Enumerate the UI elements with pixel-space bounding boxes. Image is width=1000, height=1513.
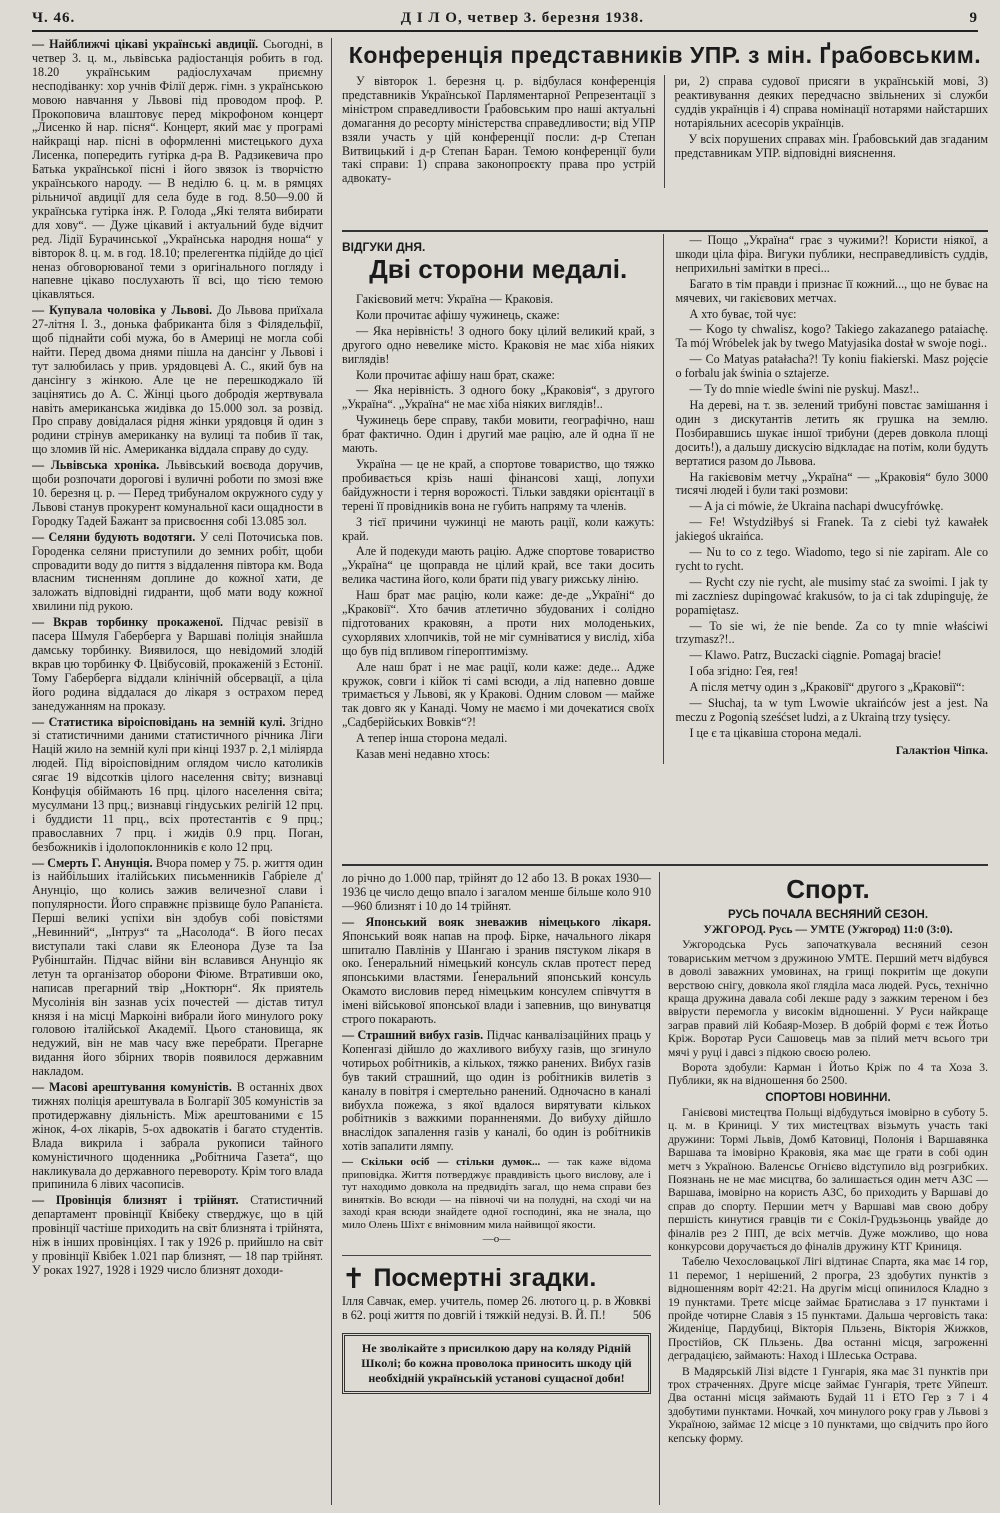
school-notice: Не зволікайте з присилкою дару на коляду Рідній Школі; бо кожна проволока приносить шкоду цій необхідній українській установі сущасної доби!	[342, 1333, 651, 1394]
sport-section	[668, 872, 988, 1505]
vidguky-para: — Пощо „Україна“ грає з чужими?! Користи ніякої, а шкоди ціла фіра. Вигуки публики, несправедливість суддів, неприхильні замітки в пресі...	[675, 234, 988, 275]
sport-subtitle: РУСЬ ПОЧАЛА ВЕСНЯНИЙ СЕЗОН.	[727, 909, 929, 921]
sport-para: Ужгородська Русь започаткувала весняний сезон товариським метчом з дружиною УМТЕ. Перший метч відбувся в доволі заважних умовинах, на грищі покритім ще докупи верствою снігу, довкола якої гляділа маса людей. Русь, технічно краща дружина давала собі лекше раду з зажким тереном і без ввірусти перемогла у високім відношенні. У Руси найкраще заграв правий лій Кобаяр-Мозер. В добрій формі є теж Йотьо Кріж. Воротар Руси Сашовець мав за пілий метч всього три мячі у руці і давсі з підкою своєю ролею.	[668, 938, 988, 1059]
vidguky-para: — A ja ci mówie, że Ukraina nachapi dwucyfrówkę.	[689, 499, 944, 514]
vidguky-para: Але й подекуди мають рацію. Адже спортове товариство „Україна“ це щоправда не цілий край, все таки досить велика частина його, коли брати під увагу рижську лінію.	[342, 544, 655, 587]
news-item: ло річно до 1.000 пар, трійнят до 12 або 13. В роках 1930—1936 це число дещо впало і загалом менше більше коло 910—960 близнят і 10 до 14 трійнят.	[342, 872, 651, 913]
news-item: — Статистика віроісповідань на земній кулі. Згідно зі статистичними даними статистичного річника Ліги Націй жило на земній кулі при кінці 1937 р. 2,1 міліярда людей. Під віроісповідним оглядом число католиків сягає 19 відсотків цілого населення світу; визнавці Конфуція обіймають 16 прц. цілого населення світа; мусулмани 13 прц.; визнавці гіндуських релігій 12 прц. і буддисти 11 прц., всіх протестантів є 9 прц.; православних 7 прц. і жидів 0.9 прц. Поган, безбожників і ідолопоклонників є коло 12 прц.	[32, 714, 323, 854]
vidguky-para: — Яка нерівність. З одного боку „Краковія“, з другого „Україна“. „Україна“ не має хіба ніяких виглядів!..	[342, 383, 655, 412]
obituary-title: Посмертні згадки.	[373, 1264, 597, 1293]
news-item: — Львівська хроніка. Львівський воєвода доручив, щоби розпочати дорогові і вуличні роботи по змозі вже 10. березня ц. р. — Перед трибуналом окружного суду у Львові станув прокурент комунальної каси ощадности в Городку Тадей Бажант за присвоєння собі 13.085 зол.	[32, 458, 323, 528]
cross-icon: ✝	[342, 1263, 366, 1295]
sport-para: Табелю Чехословацької Лігі відтинає Спарта, яка має 14 гор, 11 перемог, 1 нерішений, 2 програ, 23 здобутих пунктів з відношенням воріт 42:21. На другім місці опинилося Кладно з 19 пунктами. Третє місце займає Братислава з 17 пунктами і пройде чотирне Славія з 15 пунктами. Дальша черговість така: Жиденіце, Пардубиці, Вікторія Пльзень, Вікторія Жижков, Простійов, СК Пльзень. Два останні місця, загроженні деградацією, займають: Наход і Шлеська Острава.	[668, 1255, 988, 1363]
page-header	[32, 10, 978, 32]
vidguky-para: Чужинець бере справу, такби мовити, географічно, наш брат фактично. Один і другий мае рацію, але й одна її не мають.	[342, 413, 655, 456]
news-item: — Селяни будують водотяги. У селі Поточиська пов. Городенка селяни приступили до земних робіт, щоби спровадити воду до пиття з віддалення півтора км. Вода власним тисненням доплине до кожної хати, де заложать відповідні гидранти, щоб мати воду кожної хвилини під рукою.	[32, 529, 323, 614]
news-item: — Найближчі цікаві українські авдиції. Сьогодні, в четвер 3. ц. м., львівська радіостанція робить в год. 18.20 українським радіослухачам приємну несподіванку: хор учнів Філії держ. гімн. з українською мовою навчання у Львові під проводом проф. Р. Прокоповича влаштовує перед мікрофоном концерт „Лисенко й нар. пісня“. Концерт, який має у програмі найкращі нар. пісні в оформленні мистецького духа Лисенка, попередить гутірка д-ра В. Радзикевича про Батька української пісні і його звязок із творчістю українського народу. — В неділю 6. ц. м. в рямцях рільничої авдиції для села буде в год. 8.50—9.00 й українська гутірка інж. Р. Голода „Які телята вибирати для хову“. — Дуже цікавий і актуальний буде відчит ред. Лідії Бурачинської „Українська народня ноша“ у вівторок 8. ц. м. в год. 18.10; прелегентка підійде до цієї неназ обговорюваної теми з оригінального погляду і напевне цікаво послухають її всі, що тією темою цікавляться.	[32, 38, 323, 302]
vidguky-para: Багато в тім правди і признає її кожний..., що не буває на мячевих, чи гакієвових метчах.	[675, 276, 988, 305]
sport-title: Спорт.	[786, 874, 870, 904]
page-number: 9	[969, 10, 978, 26]
center-area	[342, 38, 988, 1505]
vidguky-para: На дереві, на т. зв. зелений трибуні повстає замішання і один з дискутантів летить як грушка на землю. Позбиравшись шукає іншої трибуни (дерев довкола площі досить!), а дальшу дискусію відкладає на потім, коли будуть вертатися разом до Львова.	[675, 397, 988, 468]
vidguky-rubric: ВІДГУКИ ДНЯ.	[342, 240, 426, 254]
conference-text: У вівторок 1. березня ц. р. відбулася конференція представників Української Парляментарної Репрезентації з міністром справедливости Ґрабовським про наші актуальні домагання до ресорту міністерства справедливости; від УПР взяли участь у цій конференції посли: д-р Степан Витвицький і д-р Степан Баран. Темою конференції були такі справи: 1) справа законопроєкту права про устрій адвокату-	[342, 74, 656, 186]
vidguky-para: І це є та цікавіша сторона медалі.	[689, 725, 862, 740]
obituary-text: Ілля Савчак, емер. учитель, помер 26. лютого ц. р. в Жовкві в 62. році життя по довгій і тяжкій недузі. В. Й. П.! 506	[342, 1294, 651, 1323]
vidguky-para: Коли прочитає афішу чужинець, скаже:	[356, 307, 560, 322]
news-item: — Скільки осіб — стільки думок... — так каже відома приповідка. Життя потверджує правдивість цього вислову, але і тут находимо довкола на предвидіть загал, що нема справи без винятків. Во всюди — на півночі чи на полудні, на сході чи на заході края всюди знайдете одної господині, яка не знала, що мило Олень Шіхт є внімовним мила найвищої якости.	[342, 1156, 651, 1231]
vidguky-para: З тієї причини чужинці не мають рації, коли кажуть: край.	[342, 514, 655, 543]
vidguky-para: Казав мені недавно хтось:	[356, 747, 490, 762]
vidguky-para: — To sie wi, że nie bende. Za co ty mnie właściwi trzymasz?!..	[675, 618, 988, 647]
vidguky-para: — Kogo ty chwalisz, kogo? Takiego zakazanego pataiachę. Ta mój Wróbelek jak by twego Matyjasika dostał w swoje nogi..	[675, 322, 988, 351]
separator: —о—	[482, 1233, 511, 1246]
news-item: — Масові арештування комуністів. В останніх двох тижнях поліція арештувала в Болгарії 305 комуністів за протидержавну діяльність. Між арештованими є 15 жінок, 4-ох лікарів, 5-ох адвокатів і багато студентів. Влада викрила і забрала рукописи тайного комуністичного щоденника „Робітнича Газета“, що накликувала до державного перевороту. Крім того влада припинила 6 лівих часописів.	[32, 1080, 323, 1192]
news-item: — Провінція близнят і трійнят. Статистичний департамент провінції Квібеку стверджує, що в цій провінції частіше приходить на світ близнята і трійнята, ніж в інших провінціях. І так у 1926 р. прийшло на світ у провінції Квібек 1.021 пар близнят, — 18 пар трійнят. У роках 1927, 1928 і 1929 число близнят доходи-	[32, 1193, 323, 1277]
vidguky-para: — Rycht czy nie rycht, ale musimy stać za swoimi. I jak ty mi zaczniesz dupingować krakusów, to ja ci tak zdupinguję, że popamiętasz.	[675, 574, 988, 617]
vidguky-para: Україна — це не край, а спортове товариство, що тяжко пробивається крізь наші фінансові хащі, лопухи байдужности і терня ворожості. Тільки завдяки орієнтації в терені її провідників вона не губить напряму та членів.	[342, 456, 655, 513]
vidguky-para: — Klawo. Patrz, Buczacki ciągnie. Pomagaj bracie!	[689, 648, 942, 663]
vidguky-article	[342, 234, 988, 866]
news-item: — Японський вояк зневажив німецького лікаря. Японський вояк напав на проф. Бірке, начального лікаря шпиталю Павлінів у Шангаю і зранив пястуком лікаря в око. Ґенеральний німецький консуль склав протест перед японськими властями. Ґенеральний японський консуль Окамото висловив перед німецьким консулем співчуття в імені військової японської влади і запевнив, що винуватця строго покарають.	[342, 914, 651, 1027]
match-result: УЖГОРОД. Русь — УМТЕ (Ужгород) 11:0 (3:0).	[703, 923, 953, 936]
vidguky-para: Наш брат має рацію, коли каже: де-де „Україні“ до „Краковії“. Хто бачив атлетично збудованих і солідно підготованих краковян, а проти них молоденьких, сухорлявих хлопчиків, той не міг сумніватися у вислід, хіба що був під впливом гіпероптимізму.	[342, 588, 655, 658]
vidguky-para: Гакієвовий метч: Україна — Краковія.	[356, 292, 554, 306]
vidguky-para: Але наш брат і не має рації, коли каже: деде... Адже кружок, совги і кійок ті самі всюди, а лід напевно довше тримається у Львові, як у Кракові. Одним словом — майже так довго як у Канаді. Чому не маємо і ми дочекатися своїх „Садберійських Вовків“?!	[342, 659, 655, 730]
sport-para: Ганієвові мистецтва Польщі відбудуться імовірно в суботу 5. ц. м. в Криниці. У тих мистецтвах візьмуть участь такі дружини: Тормі Львів, Домб Катовиці, Полонія і Варшавянка Варшава та імовірно Краковія, яка має ще грати в собі один метч з Україною. Валенсьє Огнієво відступило від розгрибких. Поязнань не не має мисцтва, бо залишається один метч АЗС — Варшава, імовірно на користь АЗС, бо приходить у Варшаві до справ до спорту. Першии метч у Варшаві мав свою добру першість кинутися гравців ти є Сокіл-Грудьзьонць увайде до фіналів рез 2 ПІП, де всіх метчів. Дуже можливо, що нова конкурсови доручається до фіналів дружину КТГ Криниця.	[668, 1105, 988, 1253]
vidguky-para: А тепер інша сторона медалі.	[356, 731, 508, 746]
vidguky-author: Галактіон Чіпка.	[895, 742, 988, 757]
vidguky-para: А після метчу один з „Краковії“ другого з „Краковії“:	[689, 680, 965, 695]
vidguky-para: І оба згідно: Гея, гея!	[689, 664, 799, 679]
vidguky-para: Коли прочитає афішу наш брат, скаже:	[356, 367, 555, 382]
lower-news-column	[342, 872, 660, 1505]
vidguky-para: А хто буває, той чує:	[689, 306, 797, 321]
news-item: — Купувала чоловіка у Львові. До Львова приїхала 27-літня І. З., донька фабриканта біля з Філядельфії, щоб піднайти собі мужа, бо в Америці не могла собі найти. Перед двома днями пішла на дансінг у Львові і тут залюбилась у прив. урядовцеві А. С., який був на дансінгу з жінкою. Але це не перешкоджало їй зацінятись до А. С. Жінці цього добродія жертвувала навіть американська жидівка до 15.000 зол. за розвід. Про справу довідалася рідня жінки урядовця й один з родини стрінув американку на вулиці та побив її так, що зломив їй ніс. Американка віддала справу до суду.	[32, 303, 323, 457]
vidguky-para: На гакієвовім метчу „Україна“ — „Краковія“ було 3000 тисячі людей і були такі розмови:	[675, 469, 988, 498]
conference-text: ри, 2) справа судової присяги в українській мові, 3) реактивування деяких передчасно звільнених зі служби суддів українців і 4) справа номінації нотарями найстарших нотаріяльних асесорів українців.	[674, 74, 988, 130]
vidguky-para: — Słuchaj, ta w tym Lwowie ukraińców jest a jest. Na meczu z Pogonią sześćset ludzi, a z Ukrainą trzy tysięcy.	[675, 696, 988, 724]
vidguky-para: — Яка нерівність! З одного боку цілий великий край, з другого одно невелике місто. Краковія не має хіба ніяких виглядів!	[342, 323, 655, 366]
news-item: — Страшний вибух газів. Підчас канвалізаційних праць у Копенгазі дійшло до жахливого вибуху газів, що згинуло чотирьох робітників, а кількох, тяжко ранених. Вибух газів був такий страшний, що один із робітників вилетів з каналу в повітря і смертельно ранений. Одночасно в каналі вибухла пожежа, з якої вдалося вирятувати кількох робітників з важкими поранненями. До вибуху дійшло внаслідок запалення газів у каналі, бо один із робітників хотів запалити лямпу.	[342, 1027, 651, 1154]
issue-number: Ч. 46.	[32, 10, 76, 26]
left-news-column	[32, 38, 332, 1505]
news-item: — Вкрав торбинку прокаженої. Підчас ревізії в пасера Шмуля Габерберга у Варшаві поліція знайшла дамську торбинку. Виявилося, що невідомий злодій вкрав цю торбинку Ф. Цвібусовій, прокаженій з Естонії. Тому Габерберга віддали клінічній обсервації, а ціла його родина віддалася до лікаря з острахом перед занедужанням на проказу.	[32, 615, 323, 713]
paper-date: Д І Л О, четвер 3. березня 1938.	[400, 10, 645, 26]
vidguky-para: — Ty do mnie wiedle świni nie pyskuj. Masz!..	[689, 382, 920, 397]
vidguky-para: — Nu to co z tego. Wiadomo, tego si nie zapiram. Ale co rycht to rycht.	[675, 545, 988, 573]
sport-subtitle: СПОРТОВІ НОВИННИ.	[765, 1091, 891, 1104]
vidguky-para: — Co Matyas patałacha?! Ty koniu fiakierski. Masz pojęcie o forbalu jak świnia o sztajerze.	[675, 352, 988, 381]
sport-para: В Мадярській Лізі відсте 1 Гунгарія, яка має 31 пунктів при трох страченнях. Друге місце займає Гунгарія, третє Уйпешт. Два останні місця займають Будай 11 і ЕТО Гер з 7 і 4 здобутими пунктами. Ночкай, хоч минулого року грав у Львові з Україною, займає 12 місце з 10 пунктами, що свідчить про його кепську форму.	[668, 1364, 988, 1445]
obituary-section	[342, 1255, 651, 1323]
news-item: — Смерть Г. Анунція. Вчора помер у 75. р. життя один із найбільших італійських письменників Габріеле д' Анунціо, що колись зажив величезної слави і популярности. Його справжнє прізвище було Рапанієта. Перші великі успіхи він здобув собі повістями „Невинний“, „Інтруз“ та „Насолода“. В його песах виступали такі слави як Елеонора Дузе та Іза Рубінштайн. Підчас війни він вславився Анунціо як летун та організатор оборони Фіюме. Втративши око, написав прегарний твір „Ноктюрн“. Як приятель Мусолінія він зазнав усіх почестей — дістав титул князя і на місці Маркоіні вибрали його минулого року головою італійської Академії. Цього становища, як недужий, він не мав часу вже перебрати. Прегарне видання його збірних творів появилося державним накладом.	[32, 855, 323, 1079]
conference-headline: Конференція представників УПР. з мін. Ґрабовським.	[348, 42, 982, 68]
vidguky-title: Дві сторони медалі.	[369, 254, 628, 284]
vidguky-para: — Fe! Wstydziłbyś si Franek. Ta z ciebi tyż kawałek jakiegoś ukraińca.	[675, 515, 988, 544]
obituary-number: 506	[632, 1308, 651, 1323]
conference-text: У всіх порушених справах мін. Ґрабовський дав згаданим представникам УПР. відповідні вияснення.	[674, 131, 988, 160]
sport-para: Ворота здобули: Карман і Йотьо Кріж по 4 та Хоза 3. Публики, як на відношення бо 2500.	[668, 1061, 988, 1088]
